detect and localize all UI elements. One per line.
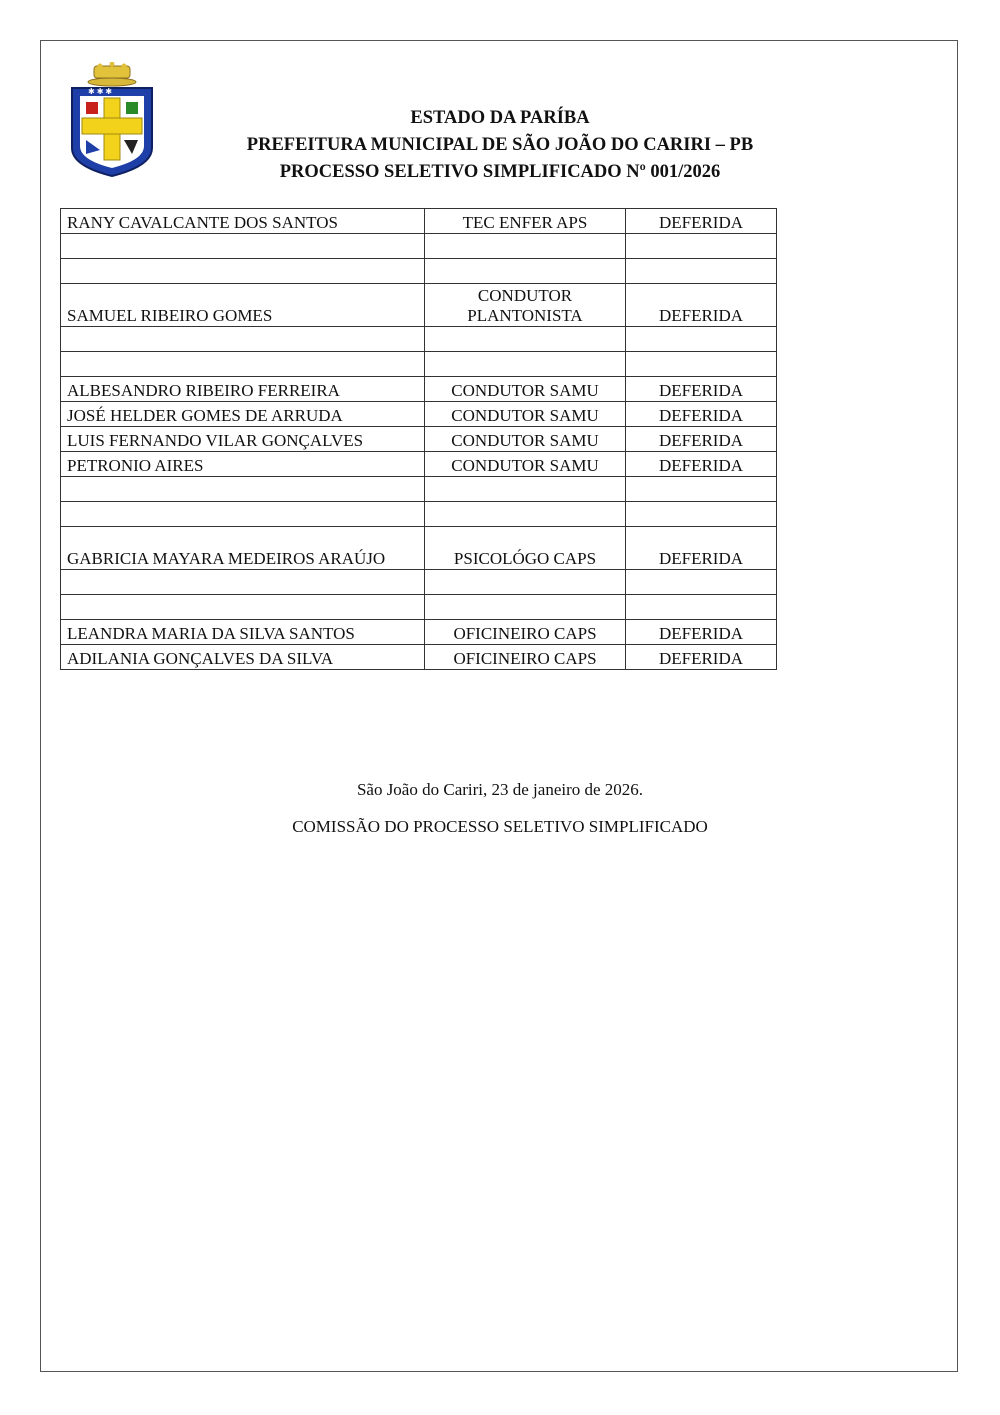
table-row [61, 352, 777, 377]
results-table [60, 208, 777, 670]
candidate-name [61, 327, 425, 352]
candidate-name [61, 259, 425, 284]
candidate-name: JOSÉ HELDER GOMES DE ARRUDA [61, 402, 425, 427]
table-row [61, 427, 777, 452]
header-state: ESTADO DA PARÍBA [410, 108, 590, 128]
table-row [61, 527, 777, 570]
table-row [61, 209, 777, 234]
table-row [61, 327, 777, 352]
candidate-role: OFICINEIRO CAPS [425, 645, 626, 670]
header-municipality: PREFEITURA MUNICIPAL DE SÃO JOÃO DO CARIRI – PB [246, 135, 754, 155]
candidate-name: SAMUEL RIBEIRO GOMES [61, 284, 425, 327]
candidate-status: DEFERIDA [626, 452, 777, 477]
table-row [61, 284, 777, 327]
candidate-role [425, 352, 626, 377]
table-row [61, 377, 777, 402]
table-row [61, 402, 777, 427]
table-row [61, 452, 777, 477]
candidate-role: PSICOLÓGO CAPS [425, 527, 626, 570]
candidate-status: DEFERIDA [626, 527, 777, 570]
candidate-status: DEFERIDA [626, 377, 777, 402]
candidate-name: ADILANIA GONÇALVES DA SILVA [61, 645, 425, 670]
candidate-name: RANY CAVALCANTE DOS SANTOS [61, 209, 425, 234]
candidate-status: DEFERIDA [626, 209, 777, 234]
table-row [61, 234, 777, 259]
candidate-role [425, 570, 626, 595]
date-line: São João do Cariri, 23 de janeiro de 2026. [356, 780, 644, 799]
candidate-status [626, 327, 777, 352]
candidate-status [626, 570, 777, 595]
candidate-name: LEANDRA MARIA DA SILVA SANTOS [61, 620, 425, 645]
municipal-coat-of-arms-icon [66, 62, 158, 180]
candidate-status [626, 477, 777, 502]
table-row [61, 502, 777, 527]
table-row [61, 570, 777, 595]
candidate-role: CONDUTOR SAMU [425, 402, 626, 427]
candidate-status [626, 595, 777, 620]
signature-line: COMISSÃO DO PROCESSO SELETIVO SIMPLIFICADO [292, 817, 708, 836]
table-row [61, 259, 777, 284]
candidate-status: DEFERIDA [626, 402, 777, 427]
candidate-role: OFICINEIRO CAPS [425, 620, 626, 645]
candidate-status: DEFERIDA [626, 284, 777, 327]
candidate-role: TEC ENFER APS [425, 209, 626, 234]
candidate-status [626, 502, 777, 527]
candidate-status: DEFERIDA [626, 620, 777, 645]
candidate-name [61, 477, 425, 502]
table-row [61, 477, 777, 502]
candidate-name [61, 570, 425, 595]
svg-text:✱ ✱ ✱: ✱ ✱ ✱ [88, 87, 113, 96]
candidate-role [425, 259, 626, 284]
candidate-role [425, 477, 626, 502]
candidate-role [425, 234, 626, 259]
candidate-name: ALBESANDRO RIBEIRO FERREIRA [61, 377, 425, 402]
table-row [61, 620, 777, 645]
candidate-status: DEFERIDA [626, 427, 777, 452]
candidate-name [61, 234, 425, 259]
document-header [200, 105, 800, 186]
candidate-status [626, 259, 777, 284]
candidate-name [61, 502, 425, 527]
header-process: PROCESSO SELETIVO SIMPLIFICADO Nº 001/2026 [279, 162, 721, 182]
candidate-name [61, 352, 425, 377]
candidate-role: CONDUTOR SAMU [425, 452, 626, 477]
candidate-status [626, 352, 777, 377]
table-row [61, 645, 777, 670]
candidate-role: CONDUTOR SAMU [425, 377, 626, 402]
candidate-status: DEFERIDA [626, 645, 777, 670]
candidate-name: PETRONIO AIRES [61, 452, 425, 477]
candidate-role [425, 327, 626, 352]
candidate-role [425, 502, 626, 527]
candidate-role: CONDUTOR PLANTONISTA [425, 284, 626, 327]
table-row [61, 595, 777, 620]
candidate-status [626, 234, 777, 259]
candidate-name: GABRICIA MAYARA MEDEIROS ARAÚJO [61, 527, 425, 570]
candidate-role: CONDUTOR SAMU [425, 427, 626, 452]
candidate-name [61, 595, 425, 620]
candidate-name: LUIS FERNANDO VILAR GONÇALVES [61, 427, 425, 452]
candidate-role [425, 595, 626, 620]
